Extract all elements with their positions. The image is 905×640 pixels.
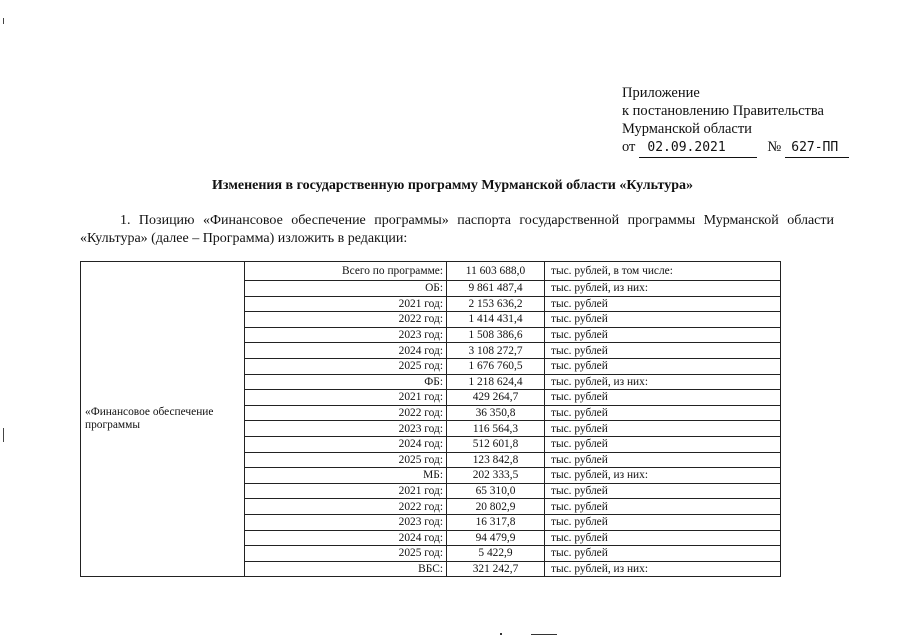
number-label: № [767, 139, 782, 155]
table-cell-unit: тыс. рублей, из них: [545, 468, 781, 484]
table-cell-unit: тыс. рублей, в том числе: [545, 262, 781, 281]
table-cell-item: 2021 год: [245, 390, 447, 406]
table-cell-item: 2023 год: [245, 421, 447, 437]
table-cell-amount: 1 218 624,4 [447, 374, 545, 390]
table-cell-item: 2023 год: [245, 514, 447, 530]
table-cell-amount: 116 564,3 [447, 421, 545, 437]
table-cell-amount: 5 422,9 [447, 546, 545, 562]
table-cell-item: МБ: [245, 468, 447, 484]
table-cell-unit: тыс. рублей [545, 499, 781, 515]
table-cell-unit: тыс. рублей [545, 436, 781, 452]
table-cell-unit: тыс. рублей [545, 483, 781, 499]
scan-mark [500, 633, 502, 635]
table-cell-item: ОБ: [245, 281, 447, 297]
annex-header [622, 84, 849, 158]
table-cell-unit: тыс. рублей [545, 514, 781, 530]
table-cell-unit: тыс. рублей [545, 530, 781, 546]
table-cell-item: 2024 год: [245, 530, 447, 546]
table-cell-amount: 321 242,7 [447, 561, 545, 577]
table-cell-item: 2025 год: [245, 358, 447, 374]
table-cell-amount: 94 479,9 [447, 530, 545, 546]
table-cell-amount: 16 317,8 [447, 514, 545, 530]
table-cell-unit: тыс. рублей, из них: [545, 561, 781, 577]
table-cell-amount: 123 842,8 [447, 452, 545, 468]
table-cell-unit: тыс. рублей [545, 546, 781, 562]
table-cell-unit: тыс. рублей [545, 390, 781, 406]
annex-line-1: Приложение [622, 85, 700, 101]
table-cell-unit: тыс. рублей [545, 327, 781, 343]
decree-date: 02.09.2021 [639, 139, 757, 158]
table-cell-unit: тыс. рублей [545, 312, 781, 328]
table-cell-item: 2025 год: [245, 546, 447, 562]
table-cell-amount: 36 350,8 [447, 405, 545, 421]
document-title: Изменения в государственную программу Мурманской области «Культура» [212, 178, 693, 193]
table-cell-amount: 1 414 431,4 [447, 312, 545, 328]
table-cell-item: 2022 год: [245, 405, 447, 421]
annex-line-2: к постановлению Правительства [622, 103, 824, 119]
table-cell-unit: тыс. рублей [545, 343, 781, 359]
table-cell-unit: тыс. рублей, из них: [545, 281, 781, 297]
table-section-label: «Финансовое обеспечение программы [81, 262, 245, 577]
table-cell-item: 2021 год: [245, 483, 447, 499]
table-cell-unit: тыс. рублей [545, 421, 781, 437]
table-cell-item: 2025 год: [245, 452, 447, 468]
table-cell-item: 2024 год: [245, 343, 447, 359]
financing-table [80, 261, 781, 577]
table-cell-item: ВБС: [245, 561, 447, 577]
table-cell-item: Всего по программе: [245, 262, 447, 281]
table-cell-amount: 429 264,7 [447, 390, 545, 406]
table-cell-amount: 2 153 636,2 [447, 296, 545, 312]
table-cell-item: ФБ: [245, 374, 447, 390]
scan-mark [3, 428, 4, 442]
table-cell-amount: 3 108 272,7 [447, 343, 545, 359]
table-cell-amount: 512 601,8 [447, 436, 545, 452]
table-cell-item: 2024 год: [245, 436, 447, 452]
decree-number: 627-ПП [785, 139, 849, 158]
table-cell-unit: тыс. рублей [545, 405, 781, 421]
table-cell-amount: 202 333,5 [447, 468, 545, 484]
scan-mark [531, 634, 557, 635]
table-cell-item: 2021 год: [245, 296, 447, 312]
table-cell-amount: 1 508 386,6 [447, 327, 545, 343]
table-row [81, 262, 781, 281]
table-cell-amount: 9 861 487,4 [447, 281, 545, 297]
table-cell-amount: 20 802,9 [447, 499, 545, 515]
table-cell-amount: 11 603 688,0 [447, 262, 545, 281]
table-cell-unit: тыс. рублей [545, 296, 781, 312]
paragraph-1: 1. Позицию «Финансовое обеспечение программы» паспорта государственной программы Мурманской области «Культура» (далее – Программа) изложить в редакции: [80, 213, 834, 246]
annex-line-3: Мурманской области [622, 121, 752, 137]
table-cell-amount: 1 676 760,5 [447, 358, 545, 374]
annex-date-line [622, 138, 849, 158]
table-cell-unit: тыс. рублей [545, 358, 781, 374]
date-prefix: от [622, 139, 636, 155]
table-cell-amount: 65 310,0 [447, 483, 545, 499]
table-cell-item: 2023 год: [245, 327, 447, 343]
table-cell-unit: тыс. рублей [545, 452, 781, 468]
table-cell-unit: тыс. рублей, из них: [545, 374, 781, 390]
table-cell-item: 2022 год: [245, 312, 447, 328]
scan-mark [3, 18, 4, 24]
table-cell-item: 2022 год: [245, 499, 447, 515]
